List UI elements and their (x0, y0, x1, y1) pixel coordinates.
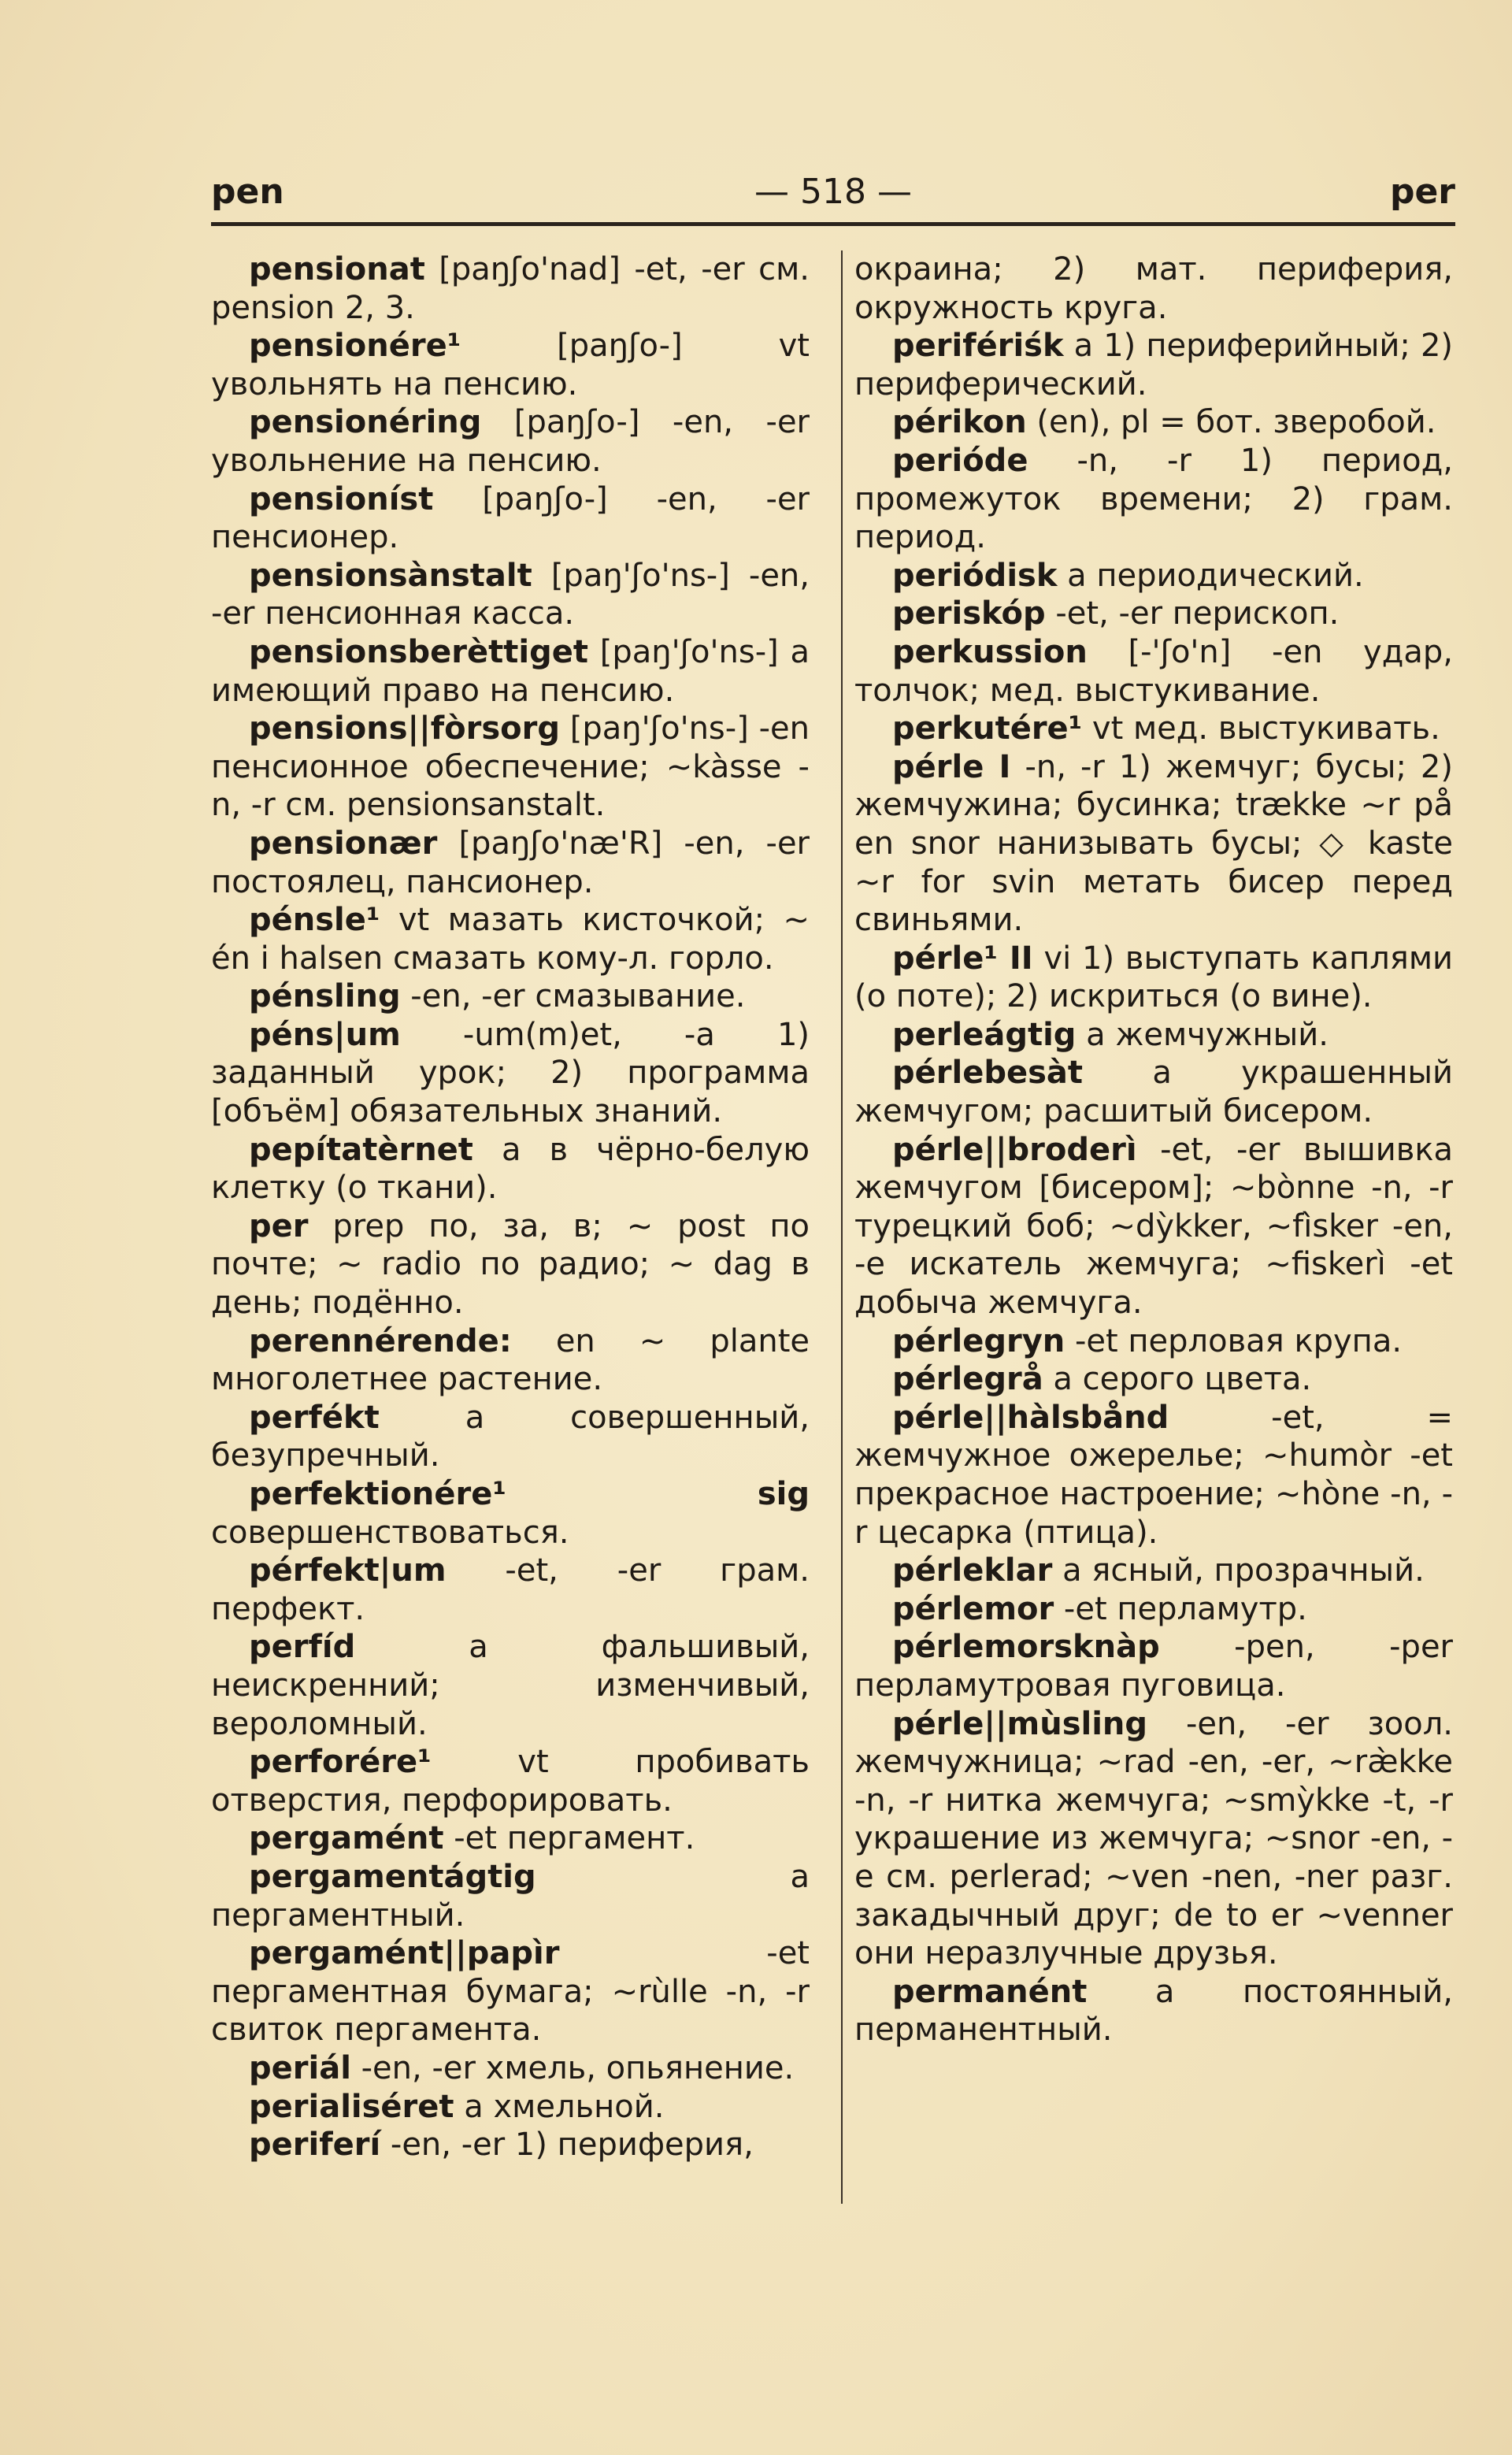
dictionary-entry (211, 1475, 810, 1552)
dictionary-entry (854, 710, 1453, 748)
dictionary-entry (854, 595, 1453, 633)
entry-headword: pensioníst (249, 480, 434, 517)
entry-definition: [paŋ'ʃo'ns-] -en пенсионное обеспечение; ~kàsse -n, -r см. pensionsanstalt. (211, 710, 810, 824)
dictionary-entry (211, 977, 810, 1016)
entry-definition: -um(m)et, -a 1) заданный урок; 2) программа [объём] обязательных знаний. (211, 1016, 810, 1130)
entry-headword: pensionsberèttiget (249, 633, 588, 670)
entry-definition: [paŋʃo-] -en, -er увольнение на пенсию. (211, 404, 810, 479)
entry-definition: -n, -r 1) жемчуг; бусы; 2) жемчужина; бусинка; trække ~r på en snor нанизывать бусы; ◇ kaste ~r for svin метать бисер перед свиньями. (854, 748, 1453, 939)
entry-headword: pénsling (249, 978, 401, 1015)
entry-definition: -en, -er зоол. жемчужница; ~rad -en, -er, ~ræ̀kke -n, -r нитка жемчуга; ~smỳkke -t, -r украшение из жемчуга; ~snor -en, -e см. perlerad; ~ven -nen, -ner разг. закадычный друг; de to er ~venner они неразлучные друзья. (854, 1705, 1453, 1972)
left-column (211, 250, 810, 2164)
dictionary-entry (211, 1858, 810, 1934)
entry-headword: pérleklar (892, 1552, 1053, 1589)
dictionary-entry (211, 557, 810, 633)
entry-headword: péns|um (249, 1016, 401, 1053)
entry-headword: pensionat (249, 251, 425, 287)
right-column (854, 250, 1453, 2049)
entry-headword: pensionsànstalt (249, 557, 532, 594)
dictionary-entry (211, 1322, 810, 1399)
dictionary-entry (854, 1973, 1453, 2049)
entry-definition: -et пергаментная бумага; ~rùlle -n, -r свиток пергамента. (211, 1935, 810, 2049)
entry-definition: a фальшивый, неискренний; изменчивый, вероломный. (211, 1629, 810, 1742)
entry-headword: perfíd (249, 1629, 356, 1666)
dictionary-entry (854, 1016, 1453, 1055)
entry-definition: -et перловая крупа. (1065, 1322, 1403, 1359)
entry-definition: a 1) периферийный; 2) периферический. (854, 328, 1453, 402)
entry-headword: pérle||hàlsbånd (892, 1399, 1169, 1436)
dictionary-entry (854, 633, 1453, 710)
dictionary-entry (854, 1590, 1453, 1629)
entry-headword: pérle¹ II (892, 940, 1033, 977)
entry-headword: perialiséret (249, 2088, 454, 2125)
dictionary-entry (211, 1399, 810, 1475)
entry-definition: vt мед. выстукивать. (1082, 710, 1440, 747)
entry-headword: perennérende: (249, 1322, 512, 1359)
entry-headword: pérlemorsknàp (892, 1629, 1160, 1666)
column-divider (841, 250, 843, 2204)
dictionary-entry (854, 1131, 1453, 1322)
entry-definition: -en, -er 1) периферия, (380, 2127, 754, 2164)
entry-definition: [paŋʃo-] vt увольнять на пенсию. (211, 328, 810, 402)
entry-definition: [paŋ'ʃo'ns-] a имеющий право на пенсию. (211, 633, 810, 709)
entry-headword: perióde (892, 442, 1028, 479)
dictionary-entry (854, 1705, 1453, 1973)
entry-headword: pergamentágtig (249, 1858, 536, 1895)
entry-headword: perfektionére¹ sig (249, 1476, 810, 1512)
entry-definition: vt пробивать отверстия, перфорировать. (211, 1744, 810, 1819)
dictionary-entry (211, 633, 810, 710)
dictionary-entry (211, 250, 810, 327)
dictionary-entry (211, 825, 810, 901)
dictionary-entry (854, 1628, 1453, 1704)
dictionary-entry (211, 1819, 810, 1858)
entry-headword: pérlemor (892, 1590, 1054, 1627)
dictionary-entry (211, 1934, 810, 2049)
dictionary-entry (854, 403, 1453, 442)
dictionary-entry (854, 1399, 1453, 1552)
entry-definition: -et пергамент. (443, 1820, 695, 1857)
dictionary-entry (211, 2126, 810, 2164)
dictionary-entry (211, 2049, 810, 2088)
dictionary-entry (211, 1131, 810, 1207)
entry-headword: pensionéring (249, 404, 482, 441)
dictionary-entry (854, 557, 1453, 595)
entry-headword: periódisk (892, 557, 1058, 594)
entry-headword: pensionére¹ (249, 328, 461, 365)
entry-headword: pergamént||papìr (249, 1935, 560, 1972)
entry-definition: a совершенный, безупречный. (211, 1399, 810, 1474)
entry-definition: vt мазать кисточкой; ~ én i halsen смазать кому-л. горло. (211, 902, 810, 977)
dictionary-entry (854, 1552, 1453, 1590)
entry-definition: -et перламутр. (1054, 1590, 1307, 1627)
entry-definition: a пергаментный. (211, 1858, 810, 1934)
entry-headword: periskóp (892, 595, 1046, 632)
entry-definition: a жемчужный. (1076, 1016, 1329, 1053)
entry-headword: pergamént (249, 1820, 444, 1857)
entry-definition: совершенствоваться. (211, 1514, 569, 1551)
entry-definition: a ясный, прозрачный. (1052, 1552, 1425, 1589)
entry-definition: prep по, за, в; ~ post по почте; ~ radio по радио; ~ dag в день; подённо. (211, 1207, 810, 1322)
entry-definition: [paŋʃo'næ'R] -en, -er постоялец, пансионер. (211, 825, 810, 900)
dictionary-entry (854, 250, 1453, 327)
entry-definition: -en, -er смазывание. (400, 978, 746, 1015)
dictionary-entry (854, 1054, 1453, 1130)
entry-definition: a периодический. (1057, 557, 1364, 594)
entry-headword: perifériśk (892, 328, 1064, 365)
dictionary-entry (211, 710, 810, 825)
entry-headword: pérle||mùsling (892, 1705, 1148, 1742)
entry-headword: pérle I (892, 748, 1011, 785)
entry-headword: periferí (249, 2127, 381, 2164)
entry-definition: a серого цвета. (1043, 1361, 1312, 1398)
dictionary-entry (211, 1628, 810, 1743)
dictionary-entry (211, 1743, 810, 1819)
entry-definition: [-'ʃo'n] -en удар, толчок; мед. выстукивание. (854, 633, 1453, 709)
entry-definition: [paŋʃo'nad] -et, -er см. pension 2, 3. (211, 251, 810, 326)
entry-definition: -et, -er грам. перфект. (211, 1552, 810, 1627)
entry-definition: a постоянный, перманентный. (854, 1973, 1453, 2049)
entry-definition: a в чёрно-белую клетку (о ткани). (211, 1131, 810, 1207)
dictionary-entry (211, 1016, 810, 1131)
dictionary-entry (211, 403, 810, 480)
entry-headword: pérlegrå (892, 1361, 1043, 1398)
dictionary-entry (854, 748, 1453, 940)
dictionary-entry (211, 1552, 810, 1628)
entry-headword: permanént (892, 1973, 1088, 2010)
entry-definition: -pen, -per перламутровая пуговица. (854, 1629, 1453, 1704)
entry-definition: en ~ plante многолетнее растение. (211, 1322, 810, 1398)
dictionary-entry (211, 1207, 810, 1322)
entry-headword: périkon (892, 404, 1027, 441)
entry-definition: -en, -er хмель, опьянение. (350, 2049, 795, 2086)
entry-headword: perkussion (892, 633, 1088, 670)
entry-definition: vi 1) выступать каплями (о поте); 2) искриться (о вине). (854, 940, 1453, 1015)
entry-definition: a украшенный жемчугом; расшитый бисером. (854, 1055, 1453, 1130)
header-left-guide-word: pen (211, 172, 284, 212)
entry-headword: perkutére¹ (892, 710, 1083, 747)
dictionary-entry (854, 442, 1453, 557)
dictionary-entry (211, 327, 810, 403)
dictionary-entry (211, 2088, 810, 2127)
dictionary-entry (854, 1322, 1453, 1361)
dictionary-entry (854, 1360, 1453, 1399)
entry-definition: -et, -er вышивка жемчугом [бисером]; ~bònne -n, -r турецкий боб; ~dỳkker, ~fìsker -en, -e искатель жемчуга; ~fiskerì -et добыча жемчуга. (854, 1131, 1453, 1322)
entry-headword: pensionær (249, 825, 438, 862)
dictionary-entry (854, 940, 1453, 1016)
entry-headword: pensions||fòrsorg (249, 710, 560, 747)
entry-headword: periál (249, 2049, 351, 2086)
dictionary-entry (854, 327, 1453, 403)
dictionary-entry (211, 480, 810, 557)
entry-headword: pérlebesàt (892, 1055, 1084, 1092)
entry-definition: 2) мат. периферия, окружность круга. (854, 251, 1453, 326)
entry-headword: perfékt (249, 1399, 380, 1436)
dictionary-entry (211, 901, 810, 977)
entry-definition: [paŋʃo-] -en, -er пенсионер. (211, 480, 810, 556)
entry-definition: -et, = жемчужное ожерелье; ~humòr -et прекрасное настроение; ~hòne -n, -r цесарка (птица). (854, 1399, 1453, 1551)
entry-definition: (en), pl = бот. зверобой. (1026, 404, 1436, 441)
entry-headword: per (249, 1207, 309, 1244)
entry-headword: perleágtig (892, 1016, 1077, 1053)
entry-definition: -n, -r 1) период, промежуток времени; 2) грам. период. (854, 442, 1453, 556)
entry-definition: -et, -er перископ. (1045, 595, 1340, 632)
entry-definition: [paŋ'ʃo'ns-] -en, -er пенсионная касса. (211, 557, 810, 632)
header-rule (211, 222, 1455, 226)
entry-headword: pepítatèrnet (249, 1131, 473, 1168)
entry-headword: pérlegryn (892, 1322, 1065, 1359)
entry-headword: pérle||broderì (892, 1131, 1137, 1168)
entry-definition: a хмельной. (454, 2088, 665, 2125)
page-number: — 518 — (754, 172, 912, 212)
entry-headword: pérfekt|um (249, 1552, 447, 1589)
header-right-guide-word: per (1389, 172, 1455, 212)
entry-headword: pénsle¹ (249, 902, 380, 939)
entry-headword: окраина; (854, 251, 1003, 287)
entry-headword: perforére¹ (249, 1744, 432, 1781)
page-header (211, 172, 1455, 219)
